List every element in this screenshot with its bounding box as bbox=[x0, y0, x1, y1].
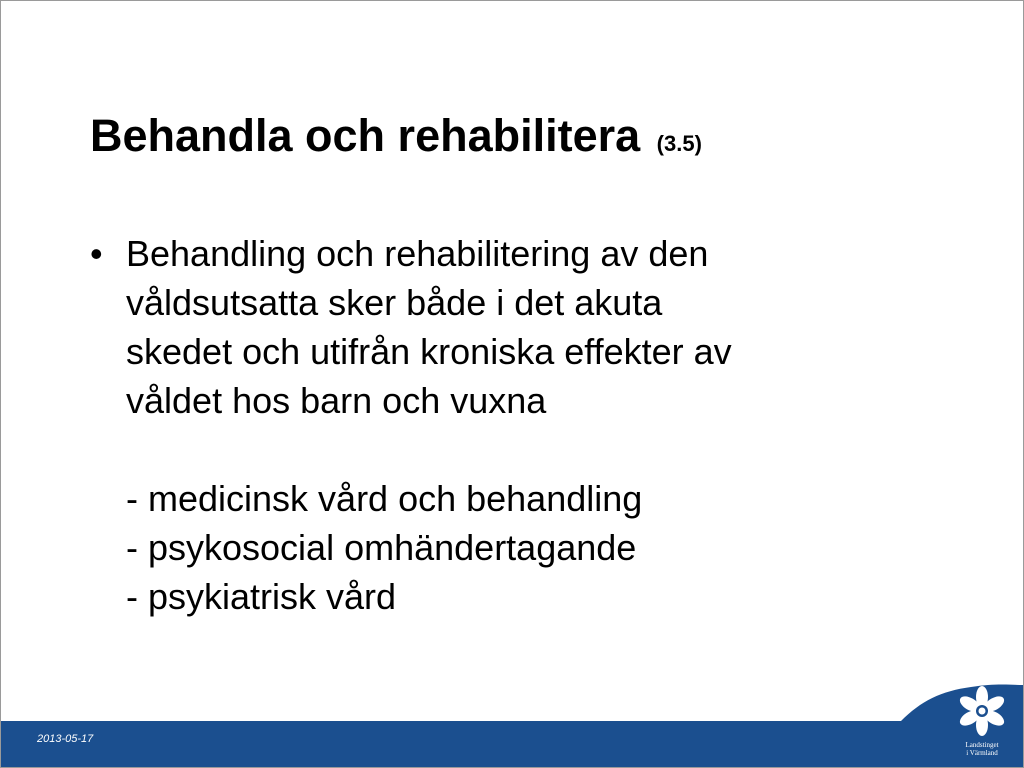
bullet-item bbox=[90, 229, 930, 425]
bullet-line: våldet hos barn och vuxna bbox=[126, 380, 547, 421]
svg-text:i Värmland: i Värmland bbox=[966, 749, 998, 757]
sub-list bbox=[90, 474, 930, 621]
bullet-text bbox=[126, 229, 930, 425]
slide-title-ref: (3.5) bbox=[656, 131, 702, 156]
bullet-line: skedet och utifrån kroniska effekter av bbox=[126, 331, 732, 372]
svg-text:Landstinget: Landstinget bbox=[965, 741, 999, 749]
bullet-line: Behandling och rehabilitering av den bbox=[126, 233, 709, 274]
slide-body bbox=[90, 229, 930, 621]
sub-item: - psykosocial omhändertagande bbox=[126, 527, 637, 568]
bullet-line: våldsutsatta sker både i det akuta bbox=[126, 282, 663, 323]
footer-bar bbox=[1, 721, 1023, 767]
sub-item: - psykiatrisk vård bbox=[126, 576, 397, 617]
bullet-marker: • bbox=[90, 233, 103, 274]
slide-title-text: Behandla och rehabilitera bbox=[90, 110, 641, 161]
footer-date: 2013-05-17 bbox=[37, 733, 94, 745]
landstinget-logo-icon bbox=[945, 681, 1019, 761]
sub-item: - medicinsk vård och behandling bbox=[126, 478, 643, 519]
slide-title bbox=[90, 109, 702, 171]
